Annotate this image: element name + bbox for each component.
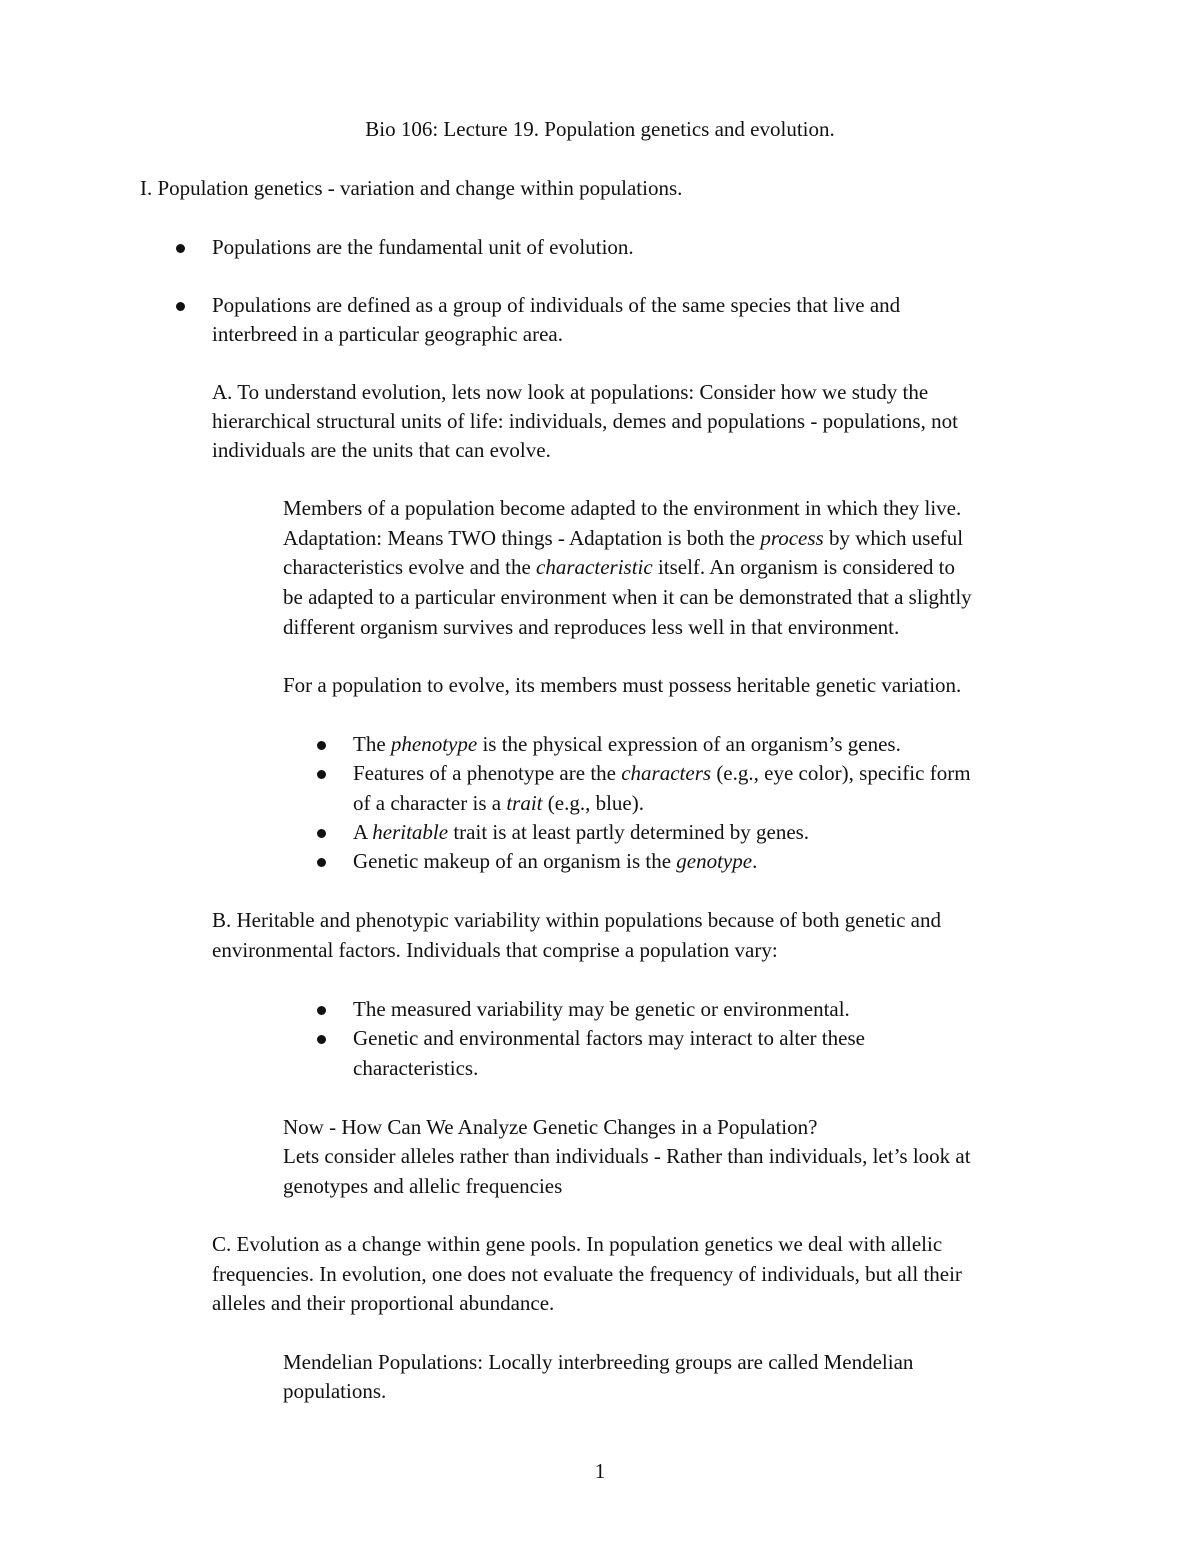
bullet-icon: [317, 1035, 326, 1044]
term-genotype: Genetic makeup of an organism is the genotype.: [353, 849, 758, 873]
para-a-line-3: individuals are the units that can evolve.: [212, 438, 551, 462]
term-trait: of a character is a trait (e.g., blue).: [353, 791, 644, 815]
page-number: 1: [594, 1459, 606, 1483]
analysis-line-1: Now - How Can We Analyze Genetic Changes in a Population?: [283, 1115, 818, 1139]
bullet-icon: [176, 244, 185, 253]
para-c-line-2: frequencies. In evolution, one does not evaluate the frequency of individuals, but all their: [212, 1262, 962, 1286]
para-a-line-1: A. To understand evolution, lets now look at populations: Consider how we study the: [212, 380, 929, 404]
bullet-icon: [176, 302, 185, 311]
intro-bullet-2-line-2: interbreed in a particular geographic area.: [212, 322, 563, 346]
bullet-icon: [317, 858, 326, 867]
term-heritable: A heritable trait is at least partly determined by genes.: [353, 820, 810, 844]
bullet-icon: [317, 1006, 326, 1015]
document-title: Bio 106: Lecture 19. Population genetics and evolution.: [365, 117, 835, 141]
mendelian-line-1: Mendelian Populations: Locally interbreeding groups are called Mendelian: [283, 1350, 914, 1374]
adaptation-line-5: different organism survives and reproduces less well in that environment.: [283, 615, 900, 639]
para-b-line-1: B. Heritable and phenotypic variability within populations because of both genetic and: [212, 908, 941, 932]
para-c-line-3: alleles and their proportional abundance.: [212, 1291, 555, 1315]
b-bullet-2-line-1: Genetic and environmental factors may interact to alter these: [353, 1026, 865, 1050]
intro-bullet-1: Populations are the fundamental unit of evolution.: [212, 235, 634, 259]
variation-intro: For a population to evolve, its members must possess heritable genetic variation.: [283, 673, 962, 697]
b-bullet-2-line-2: characteristics.: [353, 1056, 479, 1080]
adaptation-line-2: Adaptation: Means TWO things - Adaptation is both the process by which useful: [283, 526, 964, 550]
para-c-line-1: C. Evolution as a change within gene pools. In population genetics we deal with allelic: [212, 1232, 943, 1256]
adaptation-line-3: characteristics evolve and the characteristic itself. An organism is considered to: [283, 555, 956, 579]
bullet-icon: [317, 741, 326, 750]
intro-bullet-2-line-1: Populations are defined as a group of individuals of the same species that live and: [212, 293, 901, 317]
bullet-icon: [317, 829, 326, 838]
term-characters: Features of a phenotype are the characters (e.g., eye color), specific form: [353, 761, 971, 785]
mendelian-line-2: populations.: [283, 1379, 387, 1403]
b-bullet-1: The measured variability may be genetic or environmental.: [353, 997, 850, 1021]
section-heading: I. Population genetics - variation and change within populations.: [140, 176, 683, 200]
adaptation-line-1: Members of a population become adapted to the environment in which they live.: [283, 496, 962, 520]
para-a-line-2: hierarchical structural units of life: individuals, demes and populations - populations, not: [212, 409, 958, 433]
para-b-line-2: environmental factors. Individuals that comprise a population vary:: [212, 938, 778, 962]
adaptation-line-4: be adapted to a particular environment when it can be demonstrated that a slightly: [283, 585, 972, 609]
analysis-line-3: genotypes and allelic frequencies: [283, 1174, 563, 1198]
analysis-line-2: Lets consider alleles rather than individuals - Rather than individuals, let’s look at: [283, 1144, 971, 1168]
bullet-icon: [317, 770, 326, 779]
term-phenotype: The phenotype is the physical expression of an organism’s genes.: [353, 732, 901, 756]
